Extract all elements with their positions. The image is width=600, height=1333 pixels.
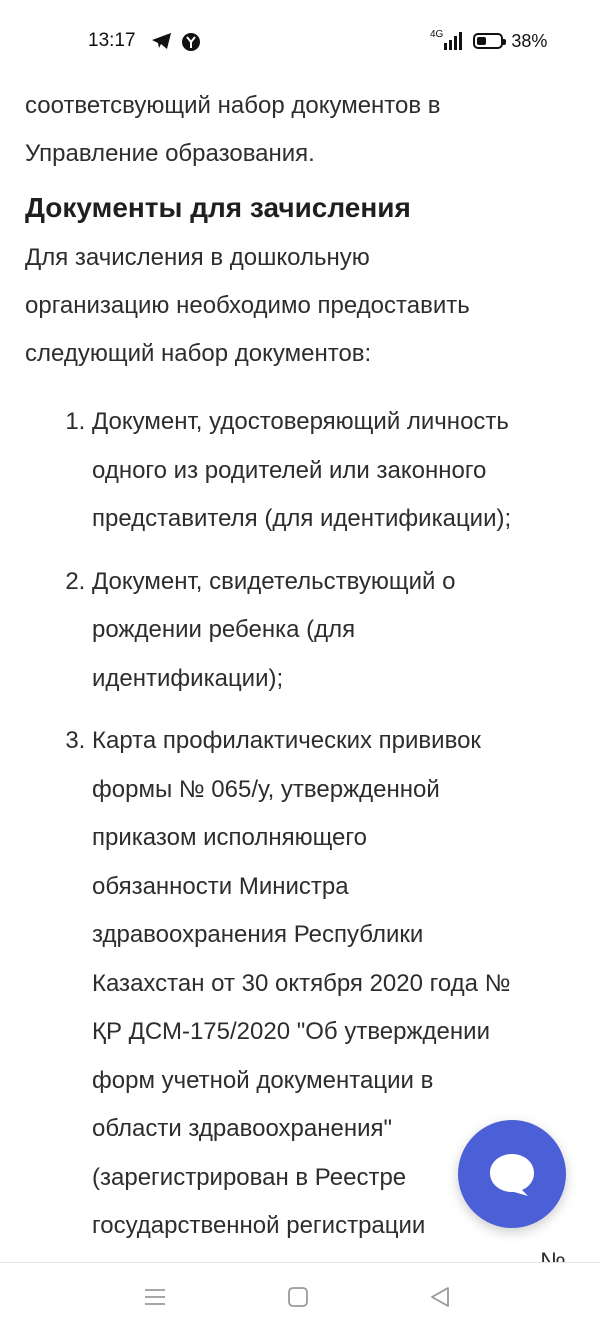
home-icon[interactable] [286,1285,310,1309]
article-content [25,34,580,1265]
telegram-icon [151,32,173,50]
section-intro-line-2: организацию необходимо предоставить [25,292,470,319]
network-type: 4G [430,28,444,40]
battery-percent: 38% [511,30,548,51]
list-item: 1. Документ, удостоверяющий личность одного из родителей или законного представителя (для идентификации); [92,398,580,544]
status-time: 13:17 [88,30,136,51]
section-intro-line-3: следующий набор документов: [25,340,372,367]
intro-line-1: соответсвующий набор документов в [25,92,441,119]
app-notification-icon [181,32,201,52]
menu-icon[interactable] [143,1285,167,1309]
status-indicators [430,30,547,52]
list-item: 3. Карта профилактических прививок формы № 065/у, утвержденной приказом исполняющего обязанности Министра здравоохранения Республики Казахстан от 30 октября 2020 года № ҚР ДСМ-175/2020 "Об утверждении форм учетной документации в области здравоохранения" (зарегистрирован в Реестре государственной регистрации [92,717,580,1251]
system-nav-bar [0,1262,600,1333]
status-bar [0,0,600,80]
battery-icon [473,33,503,49]
section-title: Документы для зачисления [25,192,411,223]
section-intro-line-1: Для зачисления в дошкольную [25,244,370,271]
intro-line-2: Управление образования. [25,140,315,167]
chat-button[interactable] [458,1120,566,1228]
signal-icon [443,32,465,50]
back-icon[interactable] [428,1285,452,1309]
list-item: 2. Документ, свидетельствующий о рождении ребенка (для идентификации); [92,558,580,704]
chat-icon [488,1152,536,1198]
